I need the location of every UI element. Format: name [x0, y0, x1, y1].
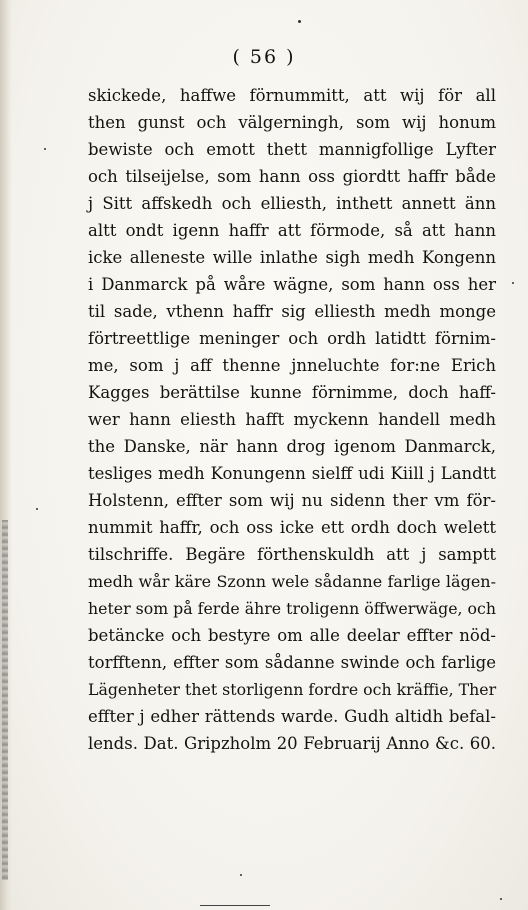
text-line: tesliges medh Konungenn sielff udi Kiill j Landtt: [88, 464, 496, 483]
text-line: icke alleneste wille inlathe sigh medh Kongenn: [88, 248, 496, 267]
text-line: Lägenheter thet storligenn fordre och kräffie, Ther: [88, 680, 497, 699]
text-line: heter som på ferde ähre troligenn öffwerwäge, och: [88, 599, 496, 618]
body-text: [88, 82, 496, 757]
text-line: lends. Dat. Gripzholm 20 Februarij Anno &c. 60.: [88, 734, 496, 753]
text-line: then gunst och välgerningh, som wij honum: [88, 113, 496, 132]
footer-rule: [200, 905, 270, 906]
text-line: j Sitt affskedh och elliesth, inthett annett änn: [88, 194, 496, 213]
page-number: ( 56 ): [232, 46, 296, 68]
text-line: the Danske, när hann drog igenom Danmarck,: [88, 437, 496, 456]
text-line: Holstenn, effter som wij nu sidenn ther vm för-: [88, 491, 496, 510]
text-line: förtreettlige meninger och ordh latidtt förnim-: [88, 329, 496, 348]
text-line: altt ondt igenn haffr att förmode, så att hann: [88, 221, 496, 240]
text-line: effter j edher rättends warde. Gudh altidh befal-: [88, 707, 496, 726]
text-line: wer hann eliesth hafft myckenn handell medh: [88, 410, 496, 429]
ink-speck: [298, 20, 301, 23]
ink-speck: [44, 148, 46, 150]
text-line: tilschriffe. Begäre förthenskuldh att j samptt: [88, 545, 496, 564]
ink-speck: [512, 282, 514, 284]
text-line: til sade, vthenn haffr sig elliesth medh monge: [88, 302, 496, 321]
page-binding-edge: [0, 0, 12, 910]
text-line: me, som j aff thenne jnneluchte for:ne Erich: [88, 356, 496, 375]
text-line: medh wår käre Szonn wele sådanne farlige lägen-: [88, 572, 496, 591]
ink-speck: [500, 898, 502, 900]
text-line: torfftenn, effter som sådanne swinde och farlige: [88, 653, 496, 672]
text-line: nummit haffr, och oss icke ett ordh doch welett: [88, 518, 496, 537]
ink-speck: [36, 508, 38, 510]
text-line: skickede, haffwe förnummitt, att wij för all: [88, 86, 496, 105]
text-line: och tilseijelse, som hann oss giordtt haffr både: [88, 167, 496, 186]
text-line: bewiste och emott thett mannigfollige Lyfter: [88, 140, 496, 159]
ink-speck: [240, 874, 242, 876]
text-line: betäncke och bestyre om alle deelar effter nöd-: [88, 626, 496, 645]
text-line: Kagges berättilse kunne förnimme, doch haff-: [88, 383, 496, 402]
text-line: i Danmarck på wåre wägne, som hann oss her: [88, 275, 496, 294]
